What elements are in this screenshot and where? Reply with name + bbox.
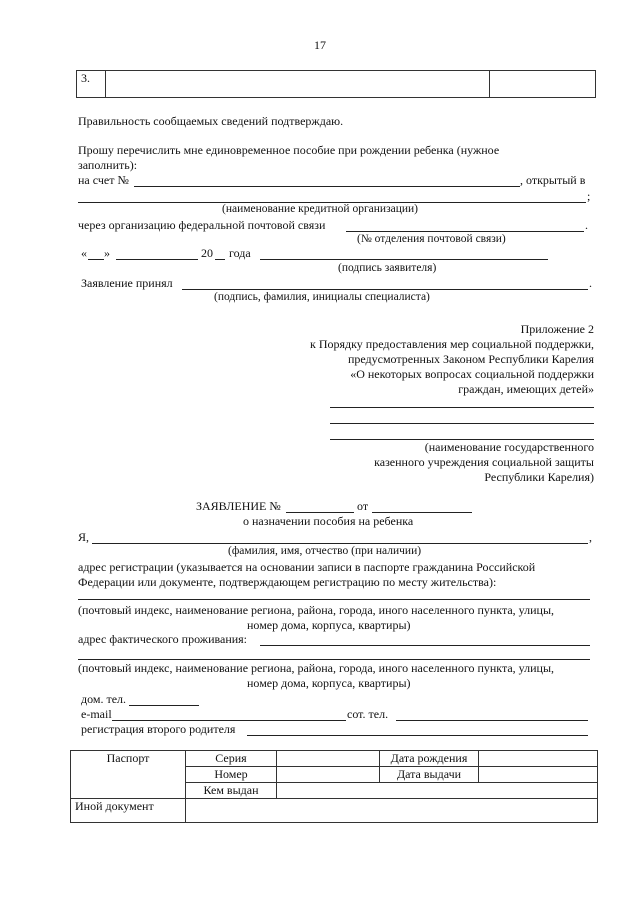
post-label: через организацию федеральной почтовой связи — [78, 218, 326, 232]
signature-field[interactable] — [260, 259, 548, 260]
table-cell — [490, 71, 596, 98]
issue-date-label: Дата выдачи — [380, 767, 479, 783]
top-table — [76, 70, 596, 98]
second-parent-field[interactable] — [247, 735, 588, 736]
year-field[interactable] — [215, 259, 225, 260]
birth-date-field[interactable] — [479, 751, 598, 767]
application-number-field[interactable] — [286, 512, 354, 513]
series-field[interactable] — [277, 751, 380, 767]
confirm-text: Правильность сообщаемых сведений подтверждаю. — [78, 114, 344, 128]
accepted-label: Заявление принял — [81, 276, 173, 290]
registration-line-1: адрес регистрации (указывается на основании записи в паспорте гражданина Российской — [78, 560, 536, 574]
document-table — [70, 750, 598, 823]
application-title: ЗАЯВЛЕНИЕ № — [196, 499, 281, 513]
full-name-field[interactable] — [92, 543, 588, 544]
name-comma: , — [589, 530, 592, 544]
actual-address-caption-2: номер дома, корпуса, квартиры) — [247, 676, 411, 690]
other-document-label: Иной документ — [71, 799, 186, 823]
other-document-field[interactable] — [186, 799, 598, 823]
passport-label: Паспорт — [71, 751, 186, 799]
birth-date-label: Дата рождения — [380, 751, 479, 767]
signature-caption: (подпись заявителя) — [338, 262, 437, 274]
appendix-line-3: предусмотренных Законом Республики Карелия — [347, 352, 594, 366]
registration-address-field[interactable] — [78, 599, 590, 600]
row-number: 3. — [77, 71, 106, 98]
table-cell — [106, 71, 490, 98]
appendix-line-1: Приложение 2 — [520, 322, 594, 336]
actual-address-field-1[interactable] — [260, 645, 590, 646]
date-open-quote: « — [81, 246, 87, 260]
page-number: 17 — [314, 38, 326, 52]
year-suffix: года — [229, 246, 251, 260]
year-prefix: 20 — [201, 246, 213, 260]
issued-by-label: Кем выдан — [186, 783, 277, 799]
date-close-quote: » — [104, 246, 110, 260]
month-field[interactable] — [116, 259, 198, 260]
institution-caption-1: (наименование государственного — [424, 440, 594, 454]
post-caption: (№ отделения почтовой связи) — [357, 233, 506, 245]
actual-address-caption-1: (почтовый индекс, наименование региона, района, города, иного населенного пункта, улицы, — [78, 661, 555, 675]
registration-line-2: Федерации или документе, подтверждающем регистрацию по месту жительства): — [78, 575, 497, 589]
account-label: на счет № — [78, 173, 129, 187]
home-phone-field[interactable] — [129, 705, 199, 706]
institution-caption-2: казенного учреждения социальной защиты — [374, 455, 594, 469]
institution-caption-3: Республики Карелия) — [484, 470, 594, 484]
specialist-caption: (подпись, фамилия, инициалы специалиста) — [214, 291, 430, 303]
application-date-field[interactable] — [372, 512, 472, 513]
mobile-label: сот. тел. — [347, 707, 389, 721]
post-field[interactable] — [346, 231, 584, 232]
actual-address-field-2[interactable] — [78, 659, 590, 660]
second-parent-label: регистрация второго родителя — [81, 722, 236, 736]
actual-address-label: адрес фактического проживания: — [78, 632, 248, 646]
opened-in-label: , открытый в — [520, 173, 586, 187]
registration-address-caption-1: (почтовый индекс, наименование региона, района, города, иного населенного пункта, улицы, — [78, 603, 555, 617]
semicolon: ; — [587, 189, 591, 203]
email-label: e-mail — [81, 707, 112, 721]
email-field[interactable] — [112, 720, 346, 721]
institution-field-2[interactable] — [330, 423, 594, 424]
number-field[interactable] — [277, 767, 380, 783]
post-dot: . — [585, 218, 588, 232]
day-field[interactable] — [88, 259, 104, 260]
appendix-line-4: «О некоторых вопросах социальной поддержки — [350, 367, 594, 381]
bank-caption: (наименование кредитной организации) — [221, 203, 419, 215]
from-label: от — [357, 499, 369, 513]
issue-date-field[interactable] — [479, 767, 598, 783]
number-label: Номер — [186, 767, 277, 783]
request-line-1: Прошу перечислить мне единовременное пособие при рождении ребенка (нужное — [78, 143, 500, 157]
issued-by-field[interactable] — [277, 783, 598, 799]
name-caption: (фамилия, имя, отчество (при наличии) — [228, 545, 422, 557]
request-line-2: заполнить): — [78, 158, 138, 172]
application-subtitle: о назначении пособия на ребенка — [243, 514, 414, 528]
appendix-line-2: к Порядку предоставления мер социальной поддержки, — [310, 337, 594, 351]
mobile-field[interactable] — [396, 720, 588, 721]
institution-field-1[interactable] — [330, 407, 594, 408]
specialist-field[interactable] — [182, 289, 588, 290]
account-field[interactable] — [134, 186, 520, 187]
appendix-line-5: граждан, имеющих детей» — [458, 382, 594, 396]
accepted-dot: . — [589, 276, 592, 290]
ya-label: Я, — [78, 530, 90, 544]
home-phone-label: дом. тел. — [81, 692, 127, 706]
registration-address-caption-2: номер дома, корпуса, квартиры) — [247, 618, 411, 632]
series-label: Серия — [186, 751, 277, 767]
